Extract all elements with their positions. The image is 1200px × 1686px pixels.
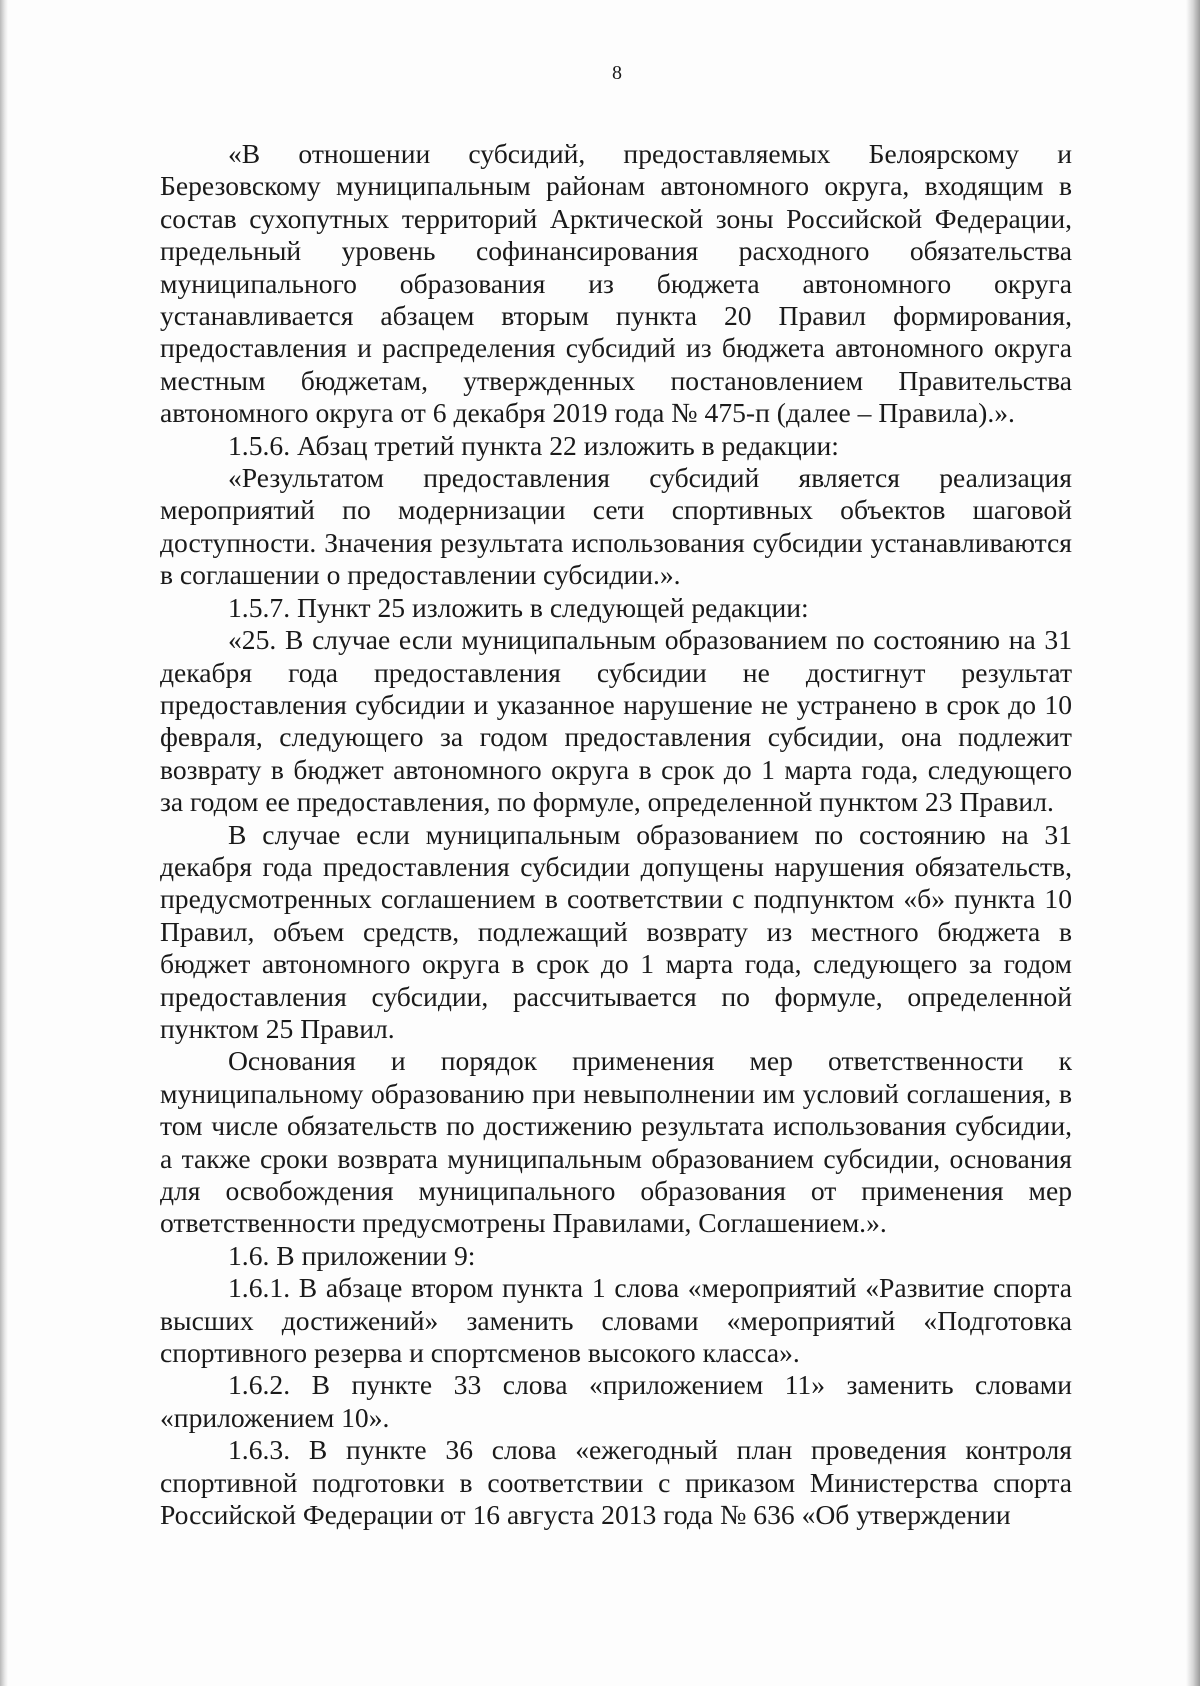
paragraph-1-5-6: 1.5.6. Абзац третий пункта 22 изложить в редакции: [228, 429, 839, 461]
paragraph-1-6: 1.6. В приложении 9: [228, 1239, 476, 1271]
page-number: 8 [612, 62, 622, 84]
scan-edge-left [0, 0, 8, 1686]
paragraph-liability-grounds: Основания и порядок применения мер ответственности к муниципальному образованию при невыполнении им условий соглашения, в том числе обязательств по достижению результата использования субсидии, а также сроки возврата муниципальным образованием субсидии, основания для освобождения муниципального образования от применения мер ответственности предусмотрены Правилами, Соглашением.». [160, 1045, 1072, 1239]
paragraph-1-5-7: 1.5.7. Пункт 25 изложить в следующей редакции: [228, 591, 809, 623]
paragraph-1-6-3: 1.6.3. В пункте 36 слова «ежегодный план проведения контроля спортивной подготовки в соответствии с приказом Министерства спорта Российской Федерации от 16 августа 2013 года № 636 «Об утверждении [160, 1434, 1072, 1531]
paragraph-1-6-2: 1.6.2. В пункте 33 слова «приложением 11» заменить словами «приложением 10». [160, 1369, 1072, 1433]
document-body [160, 138, 1072, 1531]
paragraph-item-25: «25. В случае если муниципальным образованием по состоянию на 31 декабря года предоставления субсидии не достигнут результат предоставления субсидии и указанное нарушение не устранено в срок до 10 февраля, следующего за годом предоставления субсидии, она подлежит возврату в бюджет автономного округа в срок до 1 марта года, следующего за годом ее предоставления, по формуле, определенной пунктом 23 Правил. [160, 624, 1072, 818]
paragraph-obligation-violations: В случае если муниципальным образованием по состоянию на 31 декабря года предоставления субсидии допущены нарушения обязательств, предусмотренных соглашением в соответствии с подпунктом «б» пункта 10 Правил, объем средств, подлежащий возврату из местного бюджета в бюджет автономного округа в срок до 1 марта года, следующего за годом предоставления субсидии, рассчитывается по формуле, определенной пунктом 25 Правил. [160, 818, 1072, 1044]
scan-edge-right [1186, 0, 1200, 1686]
paragraph-arctic-subsidies: «В отношении субсидий, предоставляемых Белоярскому и Березовскому муниципальным районам автономного округа, входящим в состав сухопутных территорий Арктической зоны Российской Федерации, предельный уровень софинансирования расходного обязательства муниципального образования из бюджета автономного округа устанавливается абзацем вторым пункта 20 Правил формирования, предоставления и распределения субсидий из бюджета автономного округа местным бюджетам, утвержденных постановлением Правительства автономного округа от 6 декабря 2019 года № 475-п (далее – Правила).». [160, 138, 1072, 429]
paragraph-1-6-1: 1.6.1. В абзаце втором пункта 1 слова «мероприятий «Развитие спорта высших достижений» заменить словами «мероприятий «Подготовка спортивного резерва и спортсменов высокого класса». [160, 1272, 1072, 1369]
paragraph-result-of-subsidies: «Результатом предоставления субсидий является реализация мероприятий по модернизации сети спортивных объектов шаговой доступности. Значения результата использования субсидии устанавливаются в соглашении о предоставлении субсидии.». [160, 462, 1072, 591]
